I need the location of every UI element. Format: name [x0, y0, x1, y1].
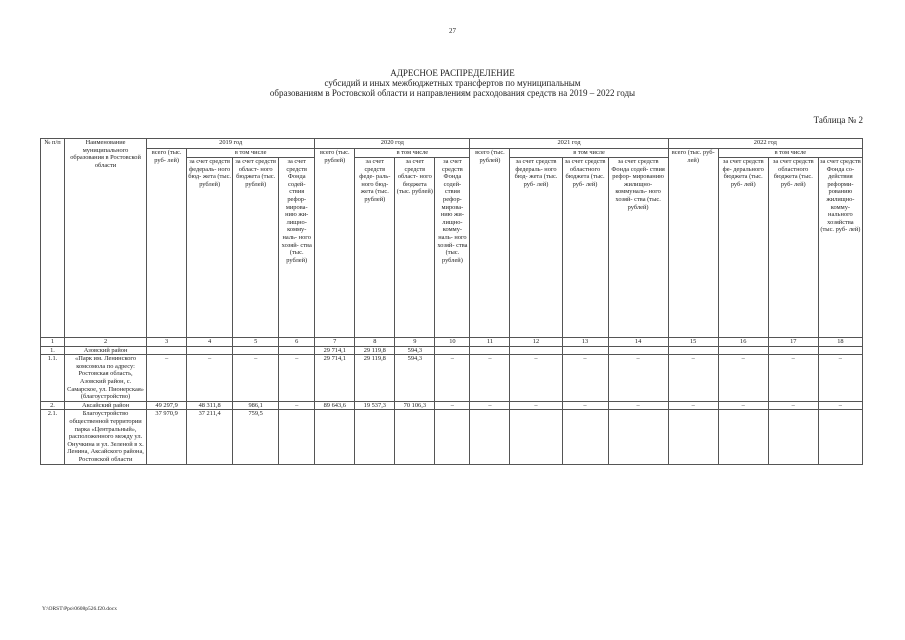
row-value-cell: [818, 346, 862, 355]
row-name: Благоустройство общественной территории парка «Центральный», расположенного между ул. Онучкина и ул. Зеленой в х. Ленина, Аксайского района, Ростовской области: [65, 410, 147, 464]
column-number-cell: 9: [395, 338, 435, 347]
row-value-cell: –: [768, 401, 818, 410]
row-value-cell: [510, 346, 562, 355]
header-2019-reg: за счет средств област- ного бюджета (тыс. рублей): [233, 158, 279, 338]
header-2020-fed: за счет средств феде- раль- ного бюд- жета (тыс. рублей): [355, 158, 395, 338]
column-number-cell: 18: [818, 338, 862, 347]
row-value-cell: 29 714,1: [315, 346, 355, 355]
header-2021-incl: в том числе: [510, 149, 668, 158]
row-value-cell: [279, 410, 315, 464]
row-value-cell: [147, 346, 187, 355]
row-value-cell: 29 119,8: [355, 346, 395, 355]
table-row: [41, 401, 863, 410]
row-value-cell: [718, 346, 768, 355]
row-number: 2.1.: [41, 410, 65, 464]
row-value-cell: [355, 410, 395, 464]
row-value-cell: [435, 410, 470, 464]
header-2022-fed: за счет средств фе- дерального бюджета (тыс. руб- лей): [718, 158, 768, 338]
row-value-cell: –: [470, 401, 510, 410]
header-2021-total: всего (тыс. рублей): [470, 149, 510, 338]
row-value-cell: 29 714,1: [315, 355, 355, 402]
column-number-cell: 13: [562, 338, 608, 347]
column-number-cell: 5: [233, 338, 279, 347]
row-value-cell: –: [608, 401, 668, 410]
row-value-cell: [470, 410, 510, 464]
row-number: 2.: [41, 401, 65, 410]
row-value-cell: 29 119,8: [355, 355, 395, 402]
row-value-cell: –: [608, 355, 668, 402]
row-value-cell: [435, 346, 470, 355]
header-2020-total: всего (тыс. рублей): [315, 149, 355, 338]
header-2019-total: всего (тыс. руб- лей): [147, 149, 187, 338]
row-value-cell: –: [279, 355, 315, 402]
column-number-cell: 17: [768, 338, 818, 347]
header-year-2022: 2022 год: [668, 139, 862, 149]
column-number-cell: 2: [65, 338, 147, 347]
row-value-cell: [470, 346, 510, 355]
row-value-cell: –: [233, 355, 279, 402]
row-value-cell: [562, 410, 608, 464]
header-2021-reg: за счет средств областного бюджета (тыс. руб- лей): [562, 158, 608, 338]
row-value-cell: –: [818, 401, 862, 410]
row-value-cell: 48 311,8: [187, 401, 233, 410]
row-value-cell: –: [510, 401, 562, 410]
page-number: 27: [449, 27, 456, 35]
row-value-cell: 594,3: [395, 346, 435, 355]
column-number-cell: 4: [187, 338, 233, 347]
header-2020-fund: за счет средств Фонда содей- ствия рефор- мирова- нию жи- лищно- комму- наль- ного хозяй- ства (тыс. рублей): [435, 158, 470, 338]
row-value-cell: –: [718, 355, 768, 402]
row-value-cell: 49 297,9: [147, 401, 187, 410]
row-value-cell: –: [562, 355, 608, 402]
row-value-cell: –: [718, 401, 768, 410]
header-year-2019: 2019 год: [147, 139, 315, 149]
row-value-cell: [668, 410, 718, 464]
table-body: [41, 346, 863, 464]
header-2020-reg: за счет средств област- ного бюджета (тыс. рублей): [395, 158, 435, 338]
header-2022-total: всего (тыс. руб- лей): [668, 149, 718, 338]
row-value-cell: [395, 410, 435, 464]
header-2019-fund: за счет средств Фонда содей- ствия рефор- мирова- нию жи- лищно- комму- наль- ного хозяй- ства (тыс. рублей): [279, 158, 315, 338]
header-2022-reg: за счет средств областного бюджета (тыс. руб- лей): [768, 158, 818, 338]
table-row: [41, 355, 863, 402]
header-2019-incl: в том числе: [187, 149, 315, 158]
row-name: Азовский район: [65, 346, 147, 355]
column-number-cell: 12: [510, 338, 562, 347]
row-value-cell: [818, 410, 862, 464]
row-value-cell: [768, 346, 818, 355]
column-number-cell: 10: [435, 338, 470, 347]
row-value-cell: [768, 410, 818, 464]
row-value-cell: [608, 410, 668, 464]
footer-file-path: Y:\ORST\Ppo\0608p526.f20.docx: [42, 606, 117, 612]
row-value-cell: –: [510, 355, 562, 402]
title-line-3: образованиям в Ростовской области и направлениям расходования средств на 2019 – 2022 годы: [269, 88, 636, 98]
header-2021-fed: за счет средств федераль- ного бюд- жета (тыс. руб- лей): [510, 158, 562, 338]
row-number: 1.1.: [41, 355, 65, 402]
row-value-cell: [562, 346, 608, 355]
row-value-cell: –: [147, 355, 187, 402]
column-number-cell: 11: [470, 338, 510, 347]
header-year-2020: 2020 год: [315, 139, 470, 149]
row-value-cell: 594,3: [395, 355, 435, 402]
row-value-cell: [510, 410, 562, 464]
row-value-cell: [608, 346, 668, 355]
header-year-2021: 2021 год: [470, 139, 668, 149]
row-name: Аксайский район: [65, 401, 147, 410]
row-value-cell: [279, 346, 315, 355]
table-label: Таблица № 2: [813, 115, 863, 125]
row-value-cell: 89 643,6: [315, 401, 355, 410]
title-line-2: субсидий и иных межбюджетных трансфертов по муниципальным: [324, 78, 581, 88]
header-2021-fund: за счет средств Фонда содей- ствия рефор- мированию жилищно- коммуналь- ного хозяй- ства (тыс. рублей): [608, 158, 668, 338]
row-value-cell: 986,1: [233, 401, 279, 410]
column-number-cell: 1: [41, 338, 65, 347]
table-row: [41, 410, 863, 464]
document-title: [0, 68, 905, 98]
header-num: № п/п: [41, 139, 65, 338]
column-number-cell: 15: [668, 338, 718, 347]
row-value-cell: –: [668, 401, 718, 410]
row-value-cell: [233, 346, 279, 355]
row-value-cell: 70 106,3: [395, 401, 435, 410]
row-value-cell: –: [818, 355, 862, 402]
column-number-cell: 3: [147, 338, 187, 347]
row-value-cell: [718, 410, 768, 464]
column-number-cell: 14: [608, 338, 668, 347]
row-value-cell: 19 537,3: [355, 401, 395, 410]
row-value-cell: 37 211,4: [187, 410, 233, 464]
row-name: «Парк им. Ленинского комсомола по адресу: Ростовская область, Азовский район, с. Самарское, ул. Пионерская» (благоустройство): [65, 355, 147, 402]
title-line-1: АДРЕСНОЕ РАСПРЕДЕЛЕНИЕ: [390, 68, 515, 78]
row-number: 1.: [41, 346, 65, 355]
row-value-cell: [187, 346, 233, 355]
row-value-cell: –: [435, 355, 470, 402]
column-number-row: [41, 338, 863, 347]
row-value-cell: –: [435, 401, 470, 410]
row-value-cell: –: [279, 401, 315, 410]
row-value-cell: 37 970,9: [147, 410, 187, 464]
header-2022-incl: в том числе: [718, 149, 862, 158]
header-2020-incl: в том числе: [355, 149, 470, 158]
row-value-cell: 759,5: [233, 410, 279, 464]
row-value-cell: [668, 346, 718, 355]
column-number-cell: 6: [279, 338, 315, 347]
table-row: [41, 346, 863, 355]
row-value-cell: [315, 410, 355, 464]
column-number-cell: 7: [315, 338, 355, 347]
row-value-cell: –: [187, 355, 233, 402]
column-number-cell: 8: [355, 338, 395, 347]
header-2019-fed: за счет средств федераль- ного бюд- жета (тыс. рублей): [187, 158, 233, 338]
column-number-cell: 16: [718, 338, 768, 347]
row-value-cell: –: [668, 355, 718, 402]
header-name: Наименование муниципального образования в Ростовской области: [65, 139, 147, 338]
row-value-cell: –: [470, 355, 510, 402]
distribution-table: [40, 138, 863, 465]
row-value-cell: –: [768, 355, 818, 402]
row-value-cell: –: [562, 401, 608, 410]
header-2022-fund: за счет средств Фонда со- действия реформи- рованию жилищно- комму- нального хозяйства (тыс. руб- лей): [818, 158, 862, 338]
